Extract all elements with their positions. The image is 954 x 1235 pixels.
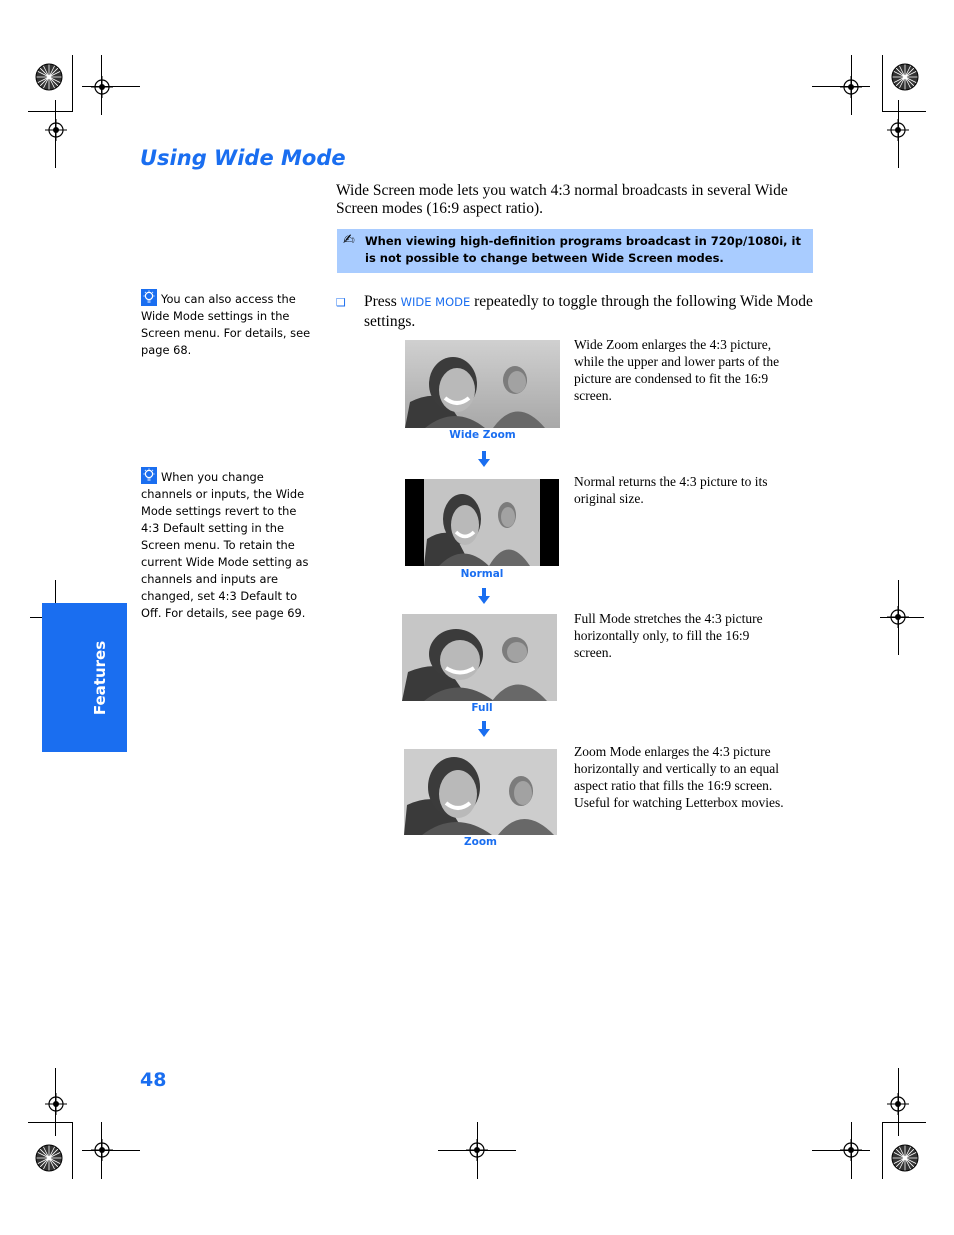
print-target-icon <box>891 1144 919 1172</box>
zoom-description: Zoom Mode enlarges the 4:3 picture horizontally and vertically to an equal aspect ratio that fills the 16:9 screen. Useful for watching Letterbox movies. <box>574 744 784 810</box>
wide-zoom-caption: Wide Zoom <box>449 429 516 441</box>
full-image <box>402 614 557 701</box>
normal-image <box>405 479 559 566</box>
wide-mode-button-label: WIDE MODE <box>400 295 471 309</box>
wide-zoom-description: Wide Zoom enlarges the 4:3 picture, while the upper and lower parts of the picture are condensed to fit the 16:9 screen. <box>574 337 780 403</box>
registration-mark-icon <box>91 1139 113 1161</box>
lightbulb-tip-icon <box>141 289 157 306</box>
registration-mark-icon <box>840 1139 862 1161</box>
page-title: Using Wide Mode <box>140 146 346 170</box>
full-caption: Full <box>471 702 493 714</box>
step-prefix: Press <box>364 293 397 310</box>
tip-1 <box>141 289 311 359</box>
lightbulb-tip-icon <box>141 467 157 484</box>
registration-mark-icon <box>45 1093 67 1115</box>
normal-description: Normal returns the 4:3 picture to its original size. <box>574 474 768 506</box>
arrow-down-icon <box>478 451 490 467</box>
wide-zoom-image <box>405 340 560 428</box>
normal-caption: Normal <box>460 568 504 580</box>
section-tab-label: Features <box>91 640 109 716</box>
step-text <box>364 292 816 331</box>
registration-mark-icon <box>45 119 67 141</box>
intro-paragraph: Wide Screen mode lets you watch 4:3 normal broadcasts in several Wide Screen modes (16:9 aspect ratio). <box>336 182 788 217</box>
checkbox-bullet-icon: ❑ <box>336 296 346 309</box>
page-number: 48 <box>140 1069 167 1091</box>
print-target-icon <box>35 63 63 91</box>
arrow-down-icon <box>478 721 490 737</box>
tip-1-text: You can also access the Wide Mode settings in the Screen menu. For details, see page 68. <box>141 292 311 357</box>
registration-mark-icon <box>466 1139 488 1161</box>
note-text: When viewing high-definition programs broadcast in 720p/1080i, it is not possible to change between Wide Screen modes. <box>365 234 801 265</box>
section-tab <box>42 603 127 752</box>
zoom-image <box>404 749 557 835</box>
print-target-icon <box>891 63 919 91</box>
arrow-down-icon <box>478 588 490 604</box>
pencil-note-icon: ✍ <box>343 232 355 248</box>
tip-2 <box>141 467 311 622</box>
full-description: Full Mode stretches the 4:3 picture horizontally only, to fill the 16:9 screen. <box>574 611 763 660</box>
registration-mark-icon <box>887 1093 909 1115</box>
step-suffix: repeatedly to toggle through the following Wide Mode settings. <box>364 293 813 330</box>
tip-2-text: When you change channels or inputs, the Wide Mode settings revert to the 4:3 Default setting in the Screen menu. To retain the current Wide Mode setting as channels and inputs are changed, set 4:3 Default to Off. For details, see page 69. <box>141 470 309 620</box>
registration-mark-icon <box>887 606 909 628</box>
zoom-caption: Zoom <box>464 836 497 848</box>
registration-mark-icon <box>887 119 909 141</box>
note-box <box>337 229 813 273</box>
registration-mark-icon <box>840 76 862 98</box>
print-target-icon <box>35 1144 63 1172</box>
registration-mark-icon <box>91 76 113 98</box>
